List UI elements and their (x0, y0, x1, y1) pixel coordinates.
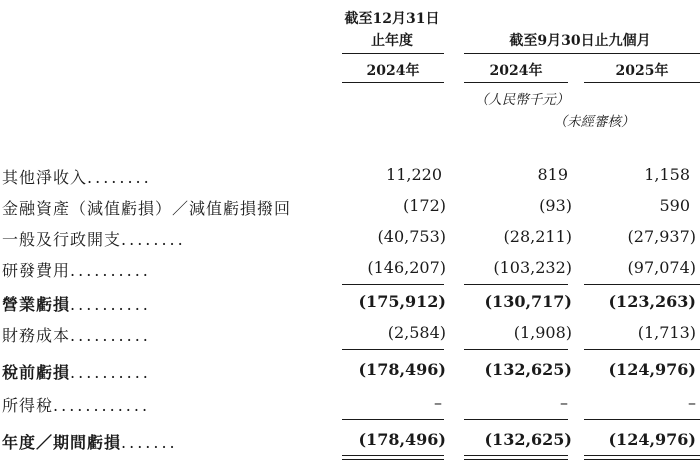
cell-income-tax-2024-9m: – (560, 393, 568, 412)
header-rule-9m (464, 53, 700, 54)
total-double-rule-3b (584, 459, 700, 460)
col-header-2024-9m: 2024年 (489, 63, 543, 79)
total-double-rule-3a (584, 455, 700, 456)
subtotal-rule-6 (584, 349, 700, 350)
cell-loss-for-period-2025-9m: (124,976) (608, 430, 696, 449)
cell-finance-costs-2025-9m: (1,713) (637, 323, 696, 342)
total-double-rule-2a (464, 455, 568, 456)
total-double-rule-1b (342, 459, 444, 460)
row-label-finance-costs: 財務成本.......... (2, 326, 151, 345)
cell-loss-for-period-2024-fy: (178,496) (358, 430, 446, 449)
cell-loss-for-period-2024-9m: (132,625) (484, 430, 572, 449)
row-label-operating-loss: 營業虧損.......... (2, 295, 151, 314)
cell-finance-costs-2024-fy: (2,584) (387, 323, 446, 342)
cell-loss-before-tax-2024-fy: (178,496) (358, 360, 446, 379)
row-label-other-net-income: 其他淨收入........ (2, 168, 152, 187)
cell-operating-loss-2024-fy: (175,912) (358, 292, 446, 311)
header-period-9m: 截至9月30日止九個月 (509, 33, 651, 49)
cell-impairment-2024-fy: (172) (402, 196, 446, 215)
header-rule-fy (342, 53, 444, 54)
unaudited-note: （未經審核） (553, 114, 635, 130)
row-label-income-tax: 所得稅............ (2, 396, 151, 415)
cell-operating-loss-2025-9m: (123,263) (608, 292, 696, 311)
cell-admin-expenses-2025-9m: (27,937) (627, 227, 696, 246)
subtotal-rule-2 (464, 284, 568, 285)
subtotal-rule-5 (464, 349, 568, 350)
row-label-impairment: 金融資產（減值虧損）／減值虧損撥回 (2, 199, 292, 218)
subtotal-rule-7 (342, 419, 444, 420)
cell-rnd-expenses-2024-9m: (103,232) (493, 258, 572, 277)
cell-rnd-expenses-2024-fy: (146,207) (367, 258, 446, 277)
cell-income-tax-2025-9m: – (688, 393, 696, 412)
row-label-rnd-expenses: 研發費用.......... (2, 261, 151, 280)
subtotal-rule-3 (584, 284, 700, 285)
col-header-2024-fy: 2024年 (366, 63, 420, 79)
header-period-fy-sub: 止年度 (371, 33, 413, 49)
cell-other-net-income-2025-9m: 1,158 (644, 165, 690, 184)
cell-rnd-expenses-2025-9m: (97,074) (627, 258, 696, 277)
row-label-loss-for-period: 年度／期間虧損....... (2, 433, 178, 452)
cell-impairment-2024-9m: (93) (539, 196, 572, 215)
cell-loss-before-tax-2025-9m: (124,976) (608, 360, 696, 379)
row-label-loss-before-tax: 稅前虧損.......... (2, 363, 151, 382)
cell-impairment-2025-9m: 590 (659, 196, 690, 215)
subtotal-rule-9 (584, 419, 700, 420)
row-label-admin-expenses: 一般及行政開支........ (2, 230, 186, 249)
subtotal-rule-1 (342, 284, 444, 285)
header-underline-2 (464, 82, 568, 83)
cell-loss-before-tax-2024-9m: (132,625) (484, 360, 572, 379)
total-double-rule-1a (342, 455, 444, 456)
cell-operating-loss-2024-9m: (130,717) (484, 292, 572, 311)
cell-income-tax-2024-fy: – (434, 393, 442, 412)
unit-note: （人民幣千元） (474, 92, 570, 108)
cell-finance-costs-2024-9m: (1,908) (513, 323, 572, 342)
cell-other-net-income-2024-9m: 819 (537, 165, 568, 184)
cell-admin-expenses-2024-9m: (28,211) (503, 227, 572, 246)
header-underline-1 (342, 82, 444, 83)
cell-admin-expenses-2024-fy: (40,753) (377, 227, 446, 246)
subtotal-rule-8 (464, 419, 568, 420)
subtotal-rule-4 (342, 349, 444, 350)
cell-other-net-income-2024-fy: 11,220 (386, 165, 442, 184)
col-header-2025-9m: 2025年 (615, 63, 669, 79)
header-period-fy: 截至12月31日 (344, 11, 440, 27)
total-double-rule-2b (464, 459, 568, 460)
header-underline-3 (584, 82, 700, 83)
